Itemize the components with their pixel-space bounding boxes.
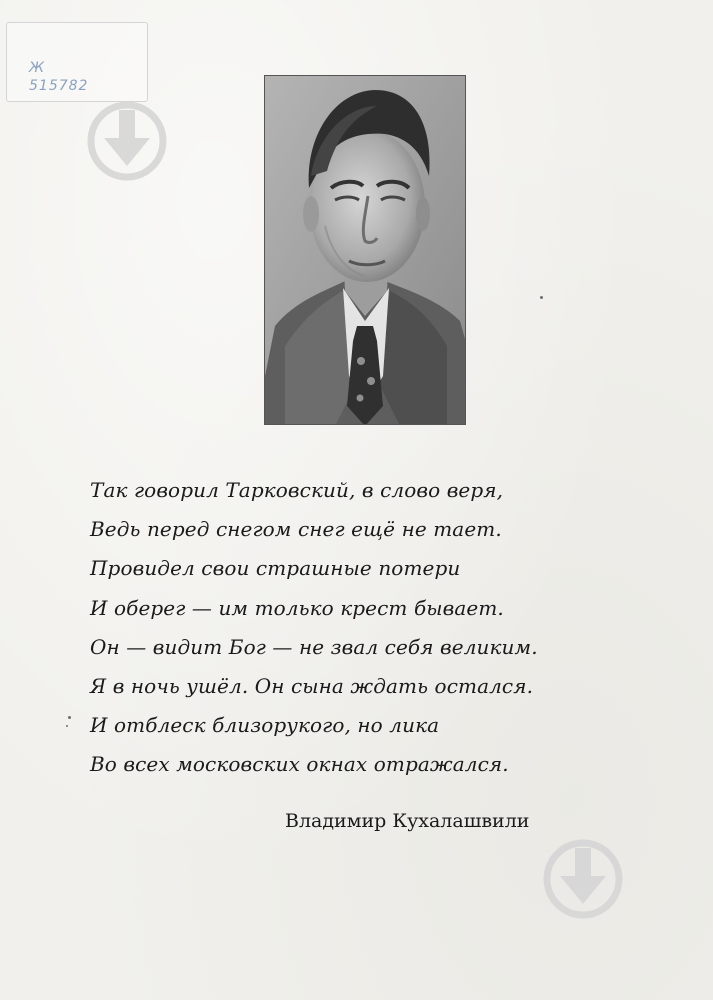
- poem-line: Я в ночь ушёл. Он сына ждать остался.: [90, 674, 534, 699]
- poem-line: Провидел свои страшные потери: [90, 556, 461, 581]
- poem-line: Так говорил Тарковский, в слово веря,: [90, 478, 504, 502]
- library-stamp: [6, 22, 148, 102]
- paper-speck: [540, 296, 543, 299]
- poem-line: И оберег — им только крест бывает.: [90, 595, 504, 620]
- paper-speck: [66, 725, 68, 727]
- poem-line: Он — видит Бог — не звал себя великим.: [90, 634, 538, 659]
- paper-speck: [68, 716, 71, 719]
- poem: [90, 471, 630, 785]
- poem-line: И отблеск близорукого, но лика: [90, 713, 440, 738]
- stamp-line-2: 515782: [29, 78, 89, 94]
- poem-author: Владимир Кухалашвили: [285, 810, 530, 832]
- library-stamp-text: [29, 59, 88, 95]
- portrait-photo: [265, 76, 466, 425]
- poem-line: Ведь перед снегом снег ещё не тает.: [90, 517, 502, 542]
- download-arrow-icon: [86, 100, 168, 182]
- poem-line: Во всех московских окнах отражался.: [90, 752, 509, 777]
- stamp-line-1: Ж: [29, 60, 46, 76]
- author-portrait: [264, 75, 466, 425]
- download-arrow-icon: [542, 838, 624, 920]
